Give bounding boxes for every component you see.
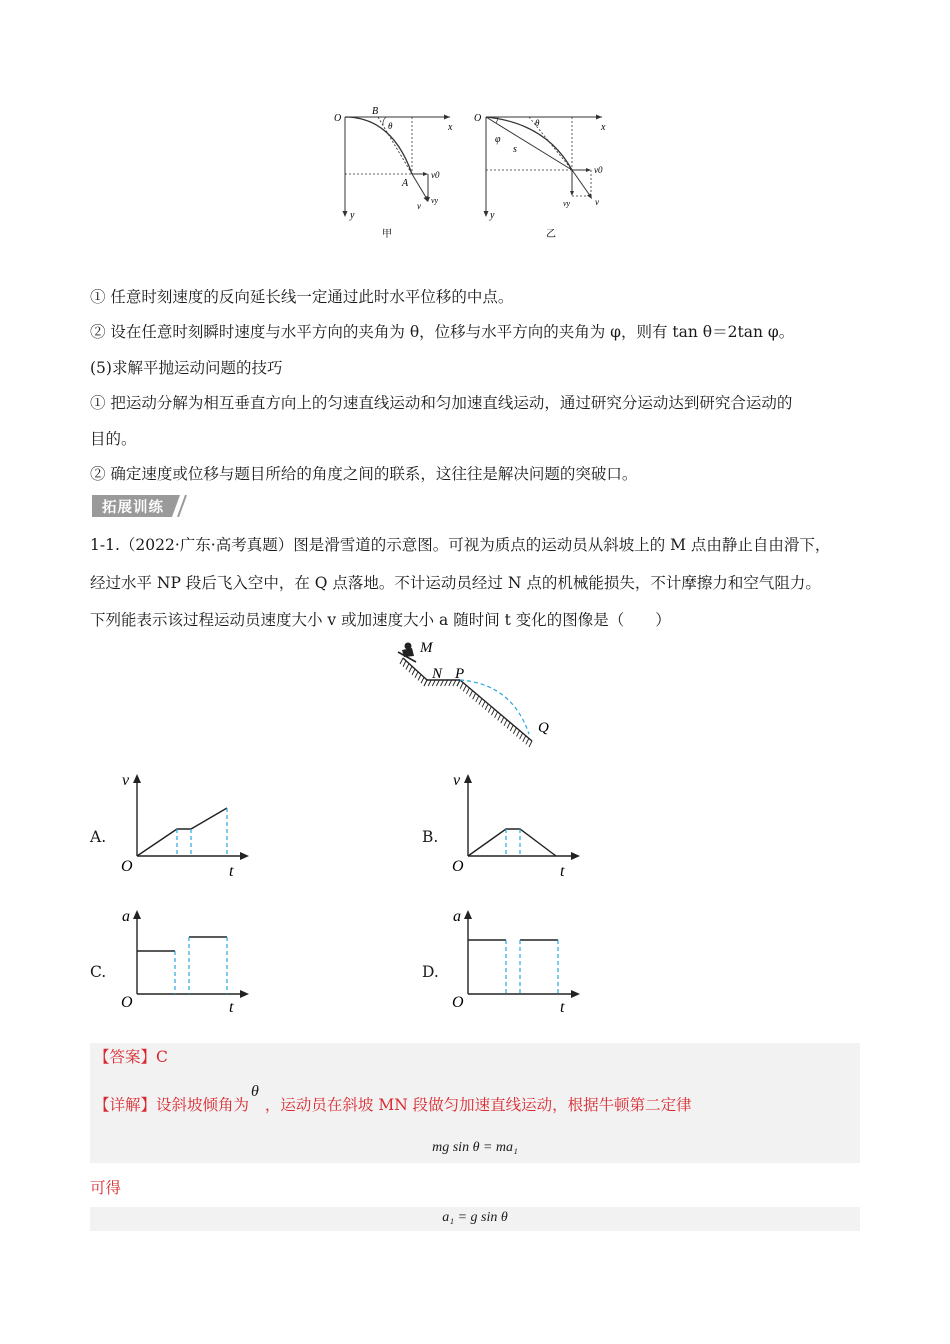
point-q-label: Q — [538, 720, 549, 736]
theta-label: θ — [535, 118, 540, 128]
answer-value: C — [156, 1048, 168, 1066]
x-axis-label: t — [560, 999, 565, 1016]
option-c-graph[interactable] — [115, 904, 255, 1016]
detail-text-2: ，运动员在斜坡 MN 段做匀加速直线运动，根据牛顿第二定律 — [264, 1096, 692, 1114]
option-a-graph[interactable] — [115, 768, 255, 880]
vy-label: vy — [563, 199, 571, 208]
option-b-label[interactable]: B. — [422, 828, 439, 846]
y-axis-label: y — [350, 210, 355, 221]
equation-2-box — [90, 1207, 860, 1231]
option-d-label[interactable]: D. — [422, 963, 439, 981]
y-axis-label: v — [122, 772, 130, 789]
x-axis-label: t — [229, 863, 234, 880]
detail-row — [94, 1083, 692, 1116]
point-p-label: P — [455, 666, 465, 682]
x-axis-label: x — [448, 122, 453, 133]
y-axis-label: a — [453, 908, 461, 925]
skier-icon — [398, 643, 416, 663]
x-axis-label: t — [560, 863, 565, 880]
figure-jia — [330, 105, 465, 240]
option-d-graph[interactable] — [446, 904, 586, 1016]
ski-slope-figure — [392, 636, 564, 751]
point-4: ② 确定速度或位移与题目所给的角度之间的联系，这往往是解决问题的突破口。 — [90, 465, 638, 483]
v0-label: v0 — [431, 170, 440, 180]
origin-label: O — [474, 113, 482, 124]
point-2: ② 设在任意时刻瞬时速度与水平方向的夹角为 θ，位移与水平方向的夹角为 φ，则有 tan θ＝2tan φ。 — [90, 323, 795, 341]
theta-symbol: θ — [251, 1083, 259, 1100]
figure-caption: 乙 — [546, 229, 556, 240]
figure-yi — [470, 105, 615, 240]
x-axis-label: x — [601, 122, 606, 133]
theta-label: θ — [388, 121, 393, 131]
question-line-3: 下列能表示该过程运动员速度大小 v 或加速度大小 a 随时间 t 变化的图像是（ ） — [90, 611, 671, 629]
v-label: v — [417, 201, 421, 211]
option-b-graph[interactable] — [446, 768, 586, 880]
answer-box — [90, 1043, 860, 1163]
origin-label: O — [121, 994, 133, 1011]
vy-label: vy — [431, 196, 439, 205]
point-1: ① 任意时刻速度的反向延长线一定通过此时水平位移的中点。 — [90, 288, 514, 306]
question-line-1: 1-1.（2022·广东·高考真题）图是滑雪道的示意图。可视为质点的运动员从斜坡上的 M 点由静止自由滑下， — [90, 536, 831, 554]
phi-label: φ — [495, 134, 501, 145]
point-3-cont: 目的。 — [90, 430, 137, 448]
y-axis-label: y — [490, 210, 495, 221]
point-b-label: B — [372, 106, 379, 117]
option-c-label[interactable]: C. — [90, 963, 107, 981]
section-tag-label: 拓展训练 — [102, 500, 164, 516]
v-label: v — [595, 197, 599, 207]
y-axis-label: v — [453, 772, 461, 789]
s-label: s — [513, 144, 517, 155]
point-m-label: M — [420, 640, 433, 656]
origin-label: O — [121, 858, 133, 875]
point-3: ① 把运动分解为相互垂直方向上的匀速直线运动和匀加速直线运动，通过研究分运动达到研究合运动的 — [90, 394, 793, 412]
detail-text-1: 设斜坡倾角为 — [156, 1096, 250, 1114]
heading-5: (5)求解平抛运动问题的技巧 — [90, 359, 283, 377]
origin-label: O — [334, 113, 342, 124]
point-a-label: A — [402, 178, 409, 189]
equation-1: mg sin θ = ma₁ — [432, 1140, 518, 1155]
point-n-label: N — [432, 666, 443, 682]
v0-label: v0 — [594, 165, 603, 175]
equation-2: a₁ = g sin θ — [442, 1210, 508, 1225]
answer-label: 【答案】 — [94, 1048, 157, 1066]
y-axis-label: a — [122, 908, 130, 925]
origin-label: O — [452, 994, 464, 1011]
detail-label: 【详解】 — [94, 1096, 157, 1114]
option-a-label[interactable]: A. — [90, 828, 107, 846]
origin-label: O — [452, 858, 464, 875]
kede-text: 可得 — [90, 1179, 122, 1197]
question-line-2: 经过水平 NP 段后飞入空中，在 Q 点落地。不计运动员经过 N 点的机械能损失，不计摩擦力和空气阻力。 — [90, 574, 821, 592]
x-axis-label: t — [229, 999, 234, 1016]
figure-caption: 甲 — [382, 229, 392, 240]
section-tag — [92, 495, 192, 517]
answer-row — [94, 1047, 168, 1067]
